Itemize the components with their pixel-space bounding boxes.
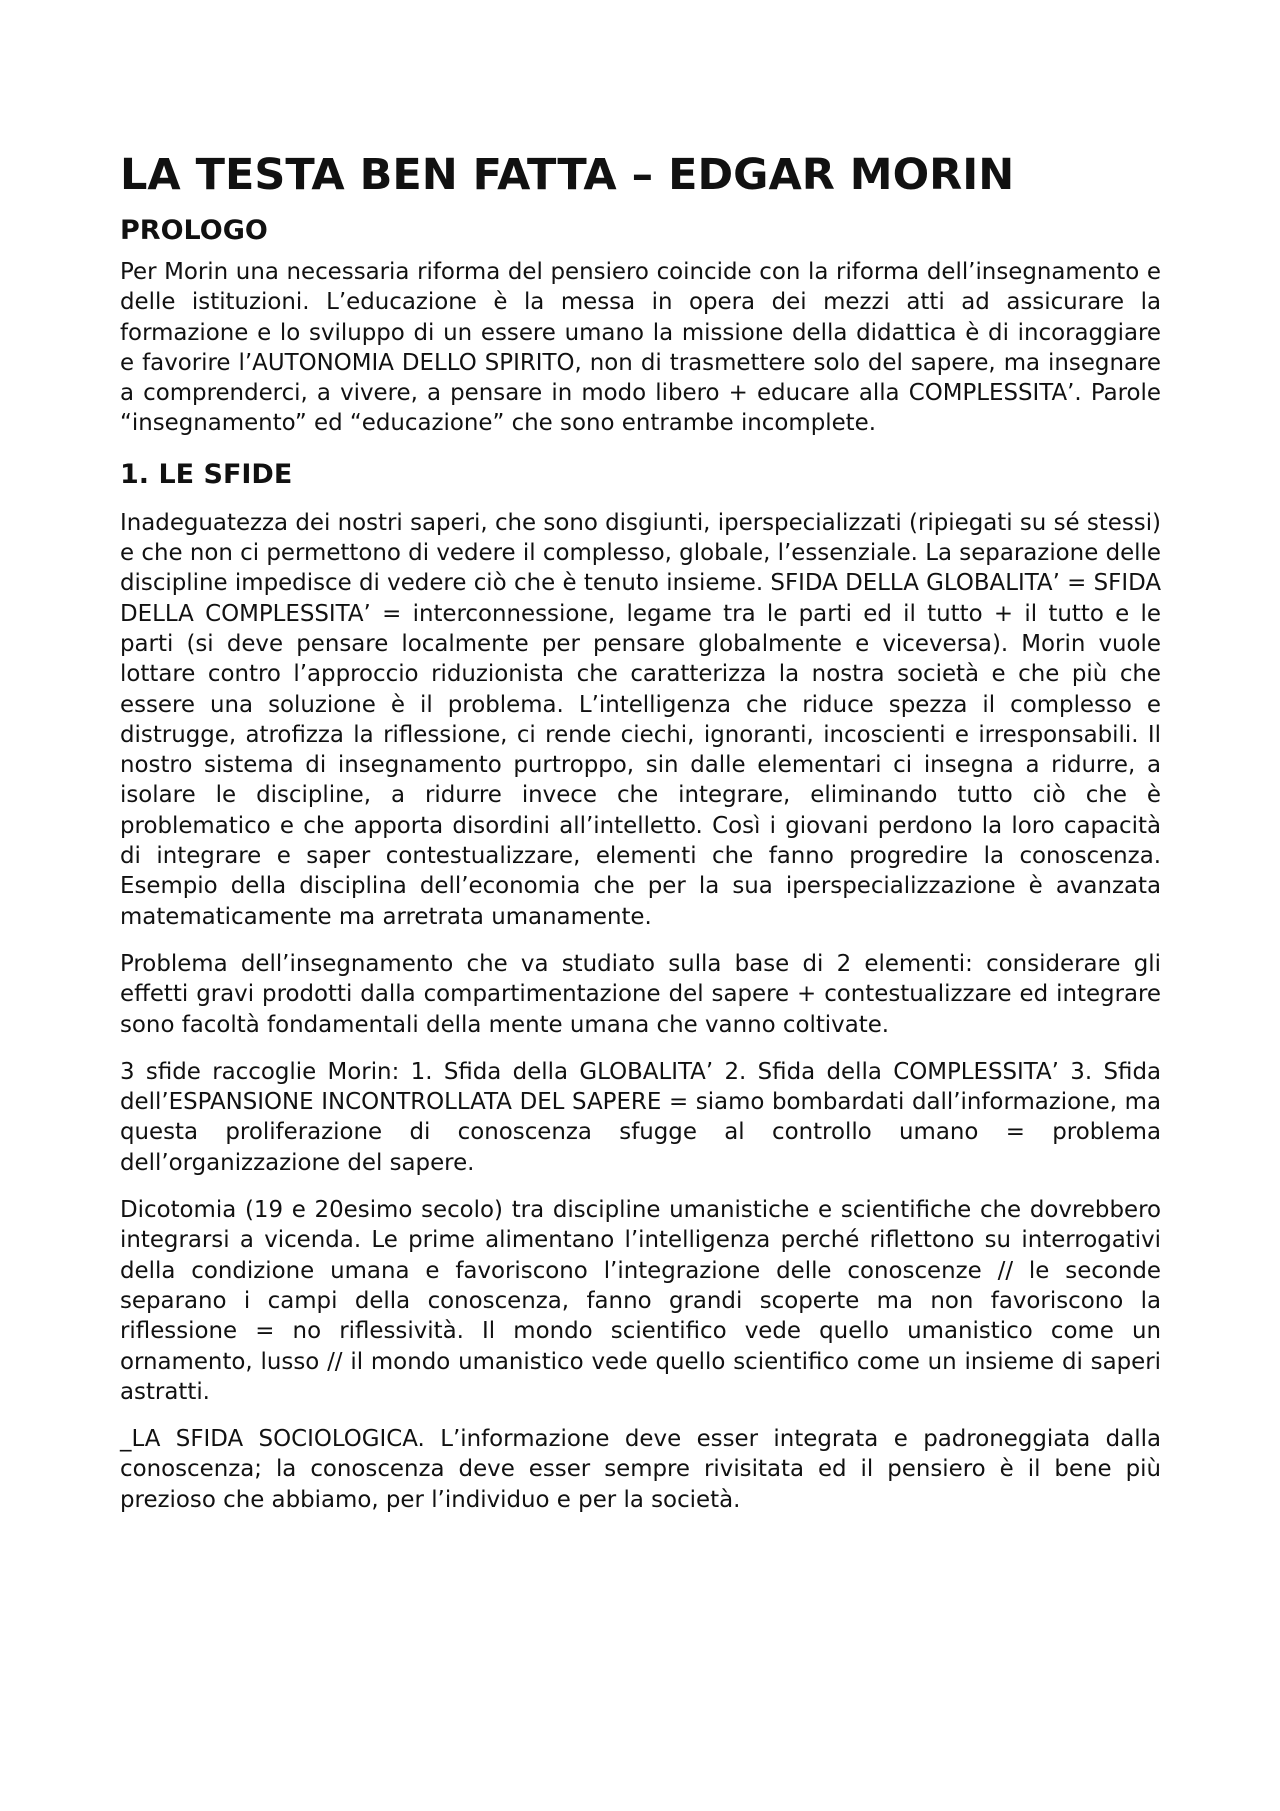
document-title: LA TESTA BEN FATTA – EDGAR MORIN bbox=[120, 150, 1015, 200]
paragraph-sfide-4: Dicotomia (19 e 20esimo secolo) tra discipline umanistiche e scientifiche che dovrebbero integrarsi a vicenda. Le prime alimentano l’intelligenza perché riflettono su interrogativi della condizione umana e favoriscono l’integrazione delle conoscenze // le seconde separano i campi della conoscenza, fanno grandi scoperte ma non favoriscono la riflessione = no riflessività. Il mondo scientifico vede quello umanistico come un ornamento, lusso // il mondo umanistico vede quello scientifico come un insieme di saperi astratti. bbox=[120, 1197, 1161, 1405]
paragraph-sfide-1: Inadeguatezza dei nostri saperi, che sono disgiunti, iperspecializzati (ripiegati su sé stessi) e che non ci permettono di vedere il complesso, globale, l’essenziale. La separazione delle discipline impedisce di vedere ciò che è tenuto insieme. SFIDA DELLA GLOBALITA’ = SFIDA DELLA COMPLESSITA’ = interconnessione, legame tra le parti ed il tutto + il tutto e le parti (si deve pensare localmente per pensare globalmente e viceversa). Morin vuole lottare contro l’approccio riduzionista che caratterizza la nostra società e che più che essere una soluzione è il problema. L’intelligenza che riduce spezza il complesso e distrugge, atrofizza la riflessione, ci rende ciechi, ignoranti, incoscienti e irresponsabili. Il nostro sistema di insegnamento purtroppo, sin dalle elementari ci insegna a ridurre, a isolare le discipline, a ridurre invece che integrare, eliminando tutto ciò che è problematico e che apporta disordini all’intelletto. Così i giovani perdono la loro capacità di integrare e saper contestualizzare, elementi che fanno progredire la conoscenza. Esempio della disciplina dell’economia che per la sua iperspecializzazione è avanzata matematicamente ma arretrata umanamente. bbox=[120, 509, 1161, 930]
section-heading-prologo: PROLOGO bbox=[120, 215, 268, 246]
paragraph-sfide-2: Problema dell’insegnamento che va studiato sulla base di 2 elementi: considerare gli effetti gravi prodotti dalla compartimentazione del sapere + contestualizzare ed integrare sono facoltà fondamentali della mente umana che vanno coltivate. bbox=[120, 950, 1161, 1038]
paragraph-sfide-5: _LA SFIDA SOCIOLOGICA. L’informazione deve esser integrata e padroneggiata dalla conoscenza; la conoscenza deve esser sempre rivisitata ed il pensiero è il bene più prezioso che abbiamo, per l’individuo e per la società. bbox=[120, 1426, 1161, 1513]
document-page bbox=[120, 145, 1161, 1532]
section-heading-sfide: 1. LE SFIDE bbox=[120, 458, 293, 490]
paragraph-sfide-3: 3 sfide raccoglie Morin: 1. Sfida della GLOBALITA’ 2. Sfida della COMPLESSITA’ 3. Sfida dell’ESPANSIONE INCONTROLLATA DEL SAPERE = siamo bombardati dall’informazione, ma questa proliferazione di conoscenza sfugge al controllo umano = problema dell’organizzazione del sapere. bbox=[120, 1058, 1161, 1176]
paragraph-prologo: Per Morin una necessaria riforma del pensiero coincide con la riforma dell’insegnamento e delle istituzioni. L’educazione è la messa in opera dei mezzi atti ad assicurare la formazione e lo sviluppo di un essere umano la missione della didattica è di incoraggiare e favorire l’AUTONOMIA DELLO SPIRITO, non di trasmettere solo del sapere, ma insegnare a comprenderci, a vivere, a pensare in modo libero + educare alla COMPLESSITA’. Parole “insegnamento” ed “educazione” che sono entrambe incomplete. bbox=[120, 259, 1161, 437]
